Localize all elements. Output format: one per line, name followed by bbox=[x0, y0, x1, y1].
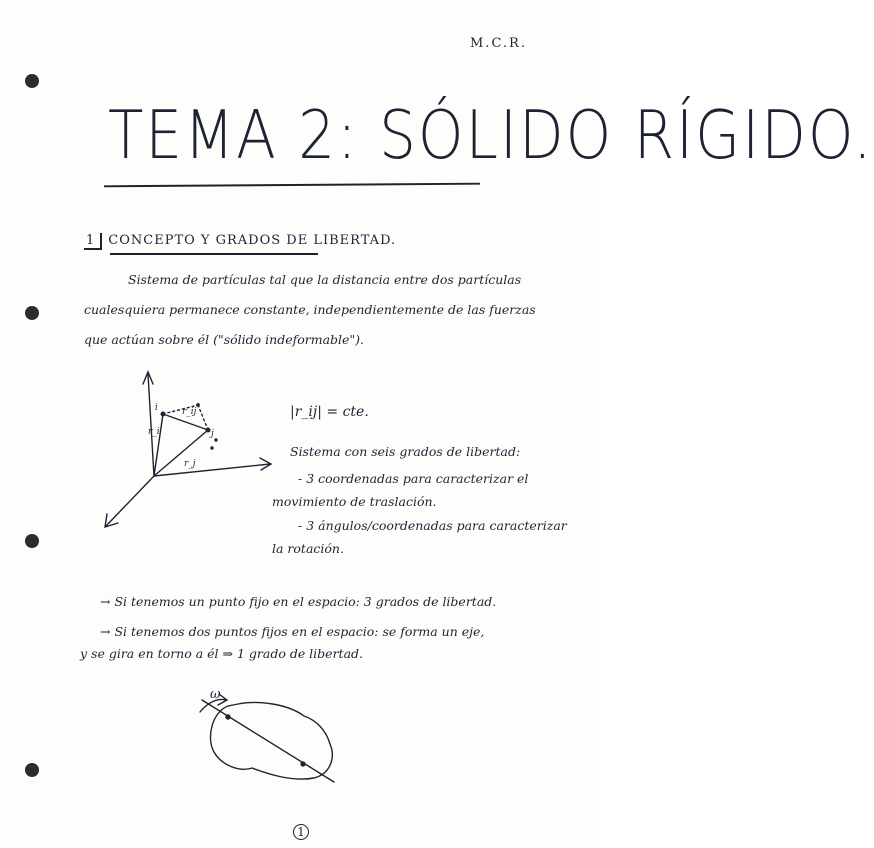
case-line-1: → Si tenemos un punto fijo en el espacio: 3 grados de libertad. bbox=[100, 594, 497, 609]
definition-line-2: cualesquiera permanece constante, independientemente de las fuerzas bbox=[84, 302, 536, 317]
particle-i bbox=[161, 412, 165, 416]
label-ri: r_i bbox=[148, 427, 160, 437]
vector-ri bbox=[154, 414, 163, 476]
case-line-2: → Si tenemos dos puntos fijos en el espacio: se forma un eje, bbox=[100, 624, 485, 639]
label-rij: r_ij bbox=[182, 407, 197, 417]
definition-line-1: Sistema de partículas tal que la distancia entre dos partículas bbox=[128, 272, 522, 287]
degrees-item-1b: movimiento de traslación. bbox=[272, 494, 437, 509]
y-axis bbox=[154, 464, 270, 476]
rigid-body-diagram bbox=[105, 372, 271, 527]
distance-equation: |r_ij| = cte. bbox=[290, 404, 369, 420]
z-axis bbox=[148, 374, 154, 476]
section-number: 1 bbox=[84, 233, 102, 250]
particle-dot bbox=[211, 447, 213, 449]
label-i: i bbox=[155, 403, 158, 413]
fixed-point-1 bbox=[226, 715, 230, 719]
rigid-body-outline bbox=[210, 703, 332, 780]
case-line-3: y se gira en torno a él ⇒ 1 grado de libertad. bbox=[80, 646, 364, 661]
rotation-axis bbox=[202, 700, 334, 782]
page-title: TEMA 2: SÓLIDO RÍGIDO. bbox=[108, 96, 874, 175]
particle-dot bbox=[197, 404, 199, 406]
label-rj: r_j bbox=[184, 459, 196, 469]
label-omega: ω bbox=[210, 687, 221, 702]
degrees-intro: Sistema con seis grados de libertad: bbox=[290, 444, 521, 459]
particle-dot bbox=[215, 439, 217, 441]
particle-j bbox=[206, 428, 210, 432]
fixed-point-2 bbox=[301, 762, 305, 766]
definition-line-3: que actúan sobre él ("sólido indeformable"). bbox=[84, 332, 365, 347]
vector-rj bbox=[154, 430, 208, 476]
section-title: CONCEPTO Y GRADOS DE LIBERTAD. bbox=[108, 233, 397, 248]
label-j: j bbox=[211, 429, 214, 439]
degrees-item-2a: - 3 ángulos/coordenadas para caracterizar bbox=[298, 518, 567, 533]
x-axis bbox=[106, 476, 154, 526]
page-number: 1 bbox=[293, 824, 309, 840]
degrees-item-2b: la rotación. bbox=[272, 541, 344, 556]
degrees-item-1a: - 3 coordenadas para caracterizar el bbox=[298, 471, 529, 486]
author-initials: M.C.R. bbox=[470, 36, 527, 51]
axis-rotation-diagram bbox=[200, 694, 334, 782]
